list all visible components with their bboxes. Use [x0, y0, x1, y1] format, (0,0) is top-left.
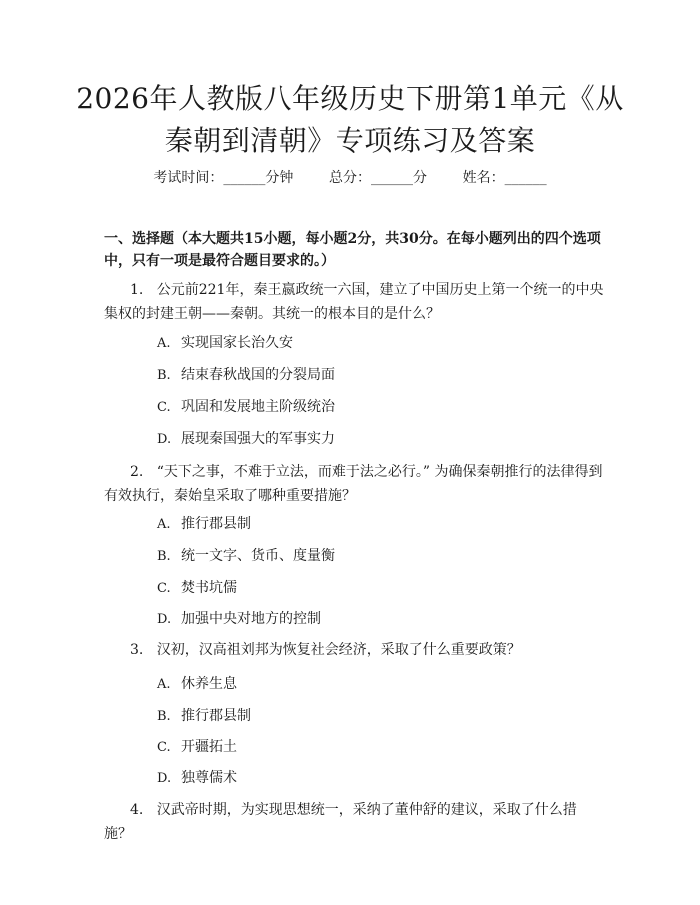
score-blank: ______	[371, 170, 413, 186]
question-number: 2.	[130, 464, 144, 480]
option-letter: D.	[157, 771, 172, 786]
option-letter: B.	[157, 368, 171, 383]
question-number: 3.	[130, 642, 144, 658]
option-1a	[157, 333, 293, 354]
score-label: 总分：	[329, 170, 371, 186]
score-unit: 分	[413, 170, 427, 186]
exam-time-unit: 分钟	[265, 170, 294, 186]
option-text: 开疆拓土	[181, 739, 237, 755]
exam-time-blank: ______	[223, 170, 266, 186]
title-line-1: 2026年人教版八年级历史下册第1单元《从	[76, 82, 624, 115]
exam-meta-line	[0, 167, 700, 187]
question-stem: 汉初，汉高祖刘邦为恢复社会经济，采取了什么重要政策？	[156, 642, 521, 658]
option-letter: D.	[157, 432, 172, 447]
name-blank: ______	[504, 170, 547, 186]
option-letter: D.	[157, 612, 172, 627]
option-2d	[157, 609, 321, 630]
question-stem: 公元前221年，秦王嬴政统一六国，建立了中国历史上第一个统一的中央集权的封建王朝——秦朝。其统一的根本目的是什么？	[104, 282, 604, 322]
question-1	[104, 278, 604, 326]
option-letter: A.	[157, 677, 171, 692]
name-label: 姓名：	[462, 170, 505, 186]
option-2a	[157, 514, 251, 535]
option-letter: C.	[157, 581, 171, 596]
option-letter: C.	[157, 740, 171, 755]
question-2	[104, 460, 604, 508]
title-line-2: 秦朝到清朝》专项练习及答案	[164, 124, 536, 157]
option-text: 统一文字、货币、度量衡	[181, 548, 335, 564]
option-letter: C.	[157, 400, 171, 415]
option-1c	[157, 397, 335, 418]
option-text: 推行郡县制	[181, 516, 251, 532]
question-number: 4.	[130, 802, 144, 818]
option-letter: B.	[157, 549, 171, 564]
exam-time-label: 考试时间：	[153, 170, 224, 186]
option-letter: A.	[157, 336, 171, 351]
option-3d	[157, 768, 237, 789]
option-1d	[157, 429, 335, 450]
option-letter: A.	[157, 517, 171, 532]
option-text: 独尊儒术	[181, 770, 237, 786]
option-3a	[157, 674, 237, 695]
question-4	[104, 798, 604, 846]
option-text: 焚书坑儒	[181, 580, 237, 596]
option-3b	[157, 706, 251, 727]
option-text: 实现国家长治久安	[181, 335, 293, 351]
section-heading: 一、选择题（本大题共15小题，每小题2分，共30分。在每小题列出的四个选项中，只有一项是最符合题目要求的。）	[104, 231, 601, 269]
option-text: 推行郡县制	[181, 708, 251, 724]
question-stem: 汉武帝时期，为实现思想统一，采纳了董仲舒的建议，采取了什么措施？	[104, 802, 577, 842]
option-letter: B.	[157, 709, 171, 724]
option-2b	[157, 546, 335, 567]
question-3	[104, 638, 604, 662]
option-2c	[157, 578, 237, 599]
option-text: 休养生息	[181, 676, 237, 692]
option-text: 结束春秋战国的分裂局面	[181, 367, 335, 383]
option-1b	[157, 365, 335, 386]
option-3c	[157, 737, 237, 758]
option-text: 巩固和发展地主阶级统治	[181, 399, 335, 415]
document-title	[60, 78, 640, 162]
option-text: 展现秦国强大的军事实力	[181, 431, 335, 447]
question-number: 1.	[130, 282, 144, 298]
question-stem: “天下之事，不难于立法，而难于法之必行。” 为确保秦朝推行的法律得到有效执行，秦始皇采取了哪种重要措施？	[104, 464, 603, 504]
option-text: 加强中央对地方的控制	[181, 611, 321, 627]
